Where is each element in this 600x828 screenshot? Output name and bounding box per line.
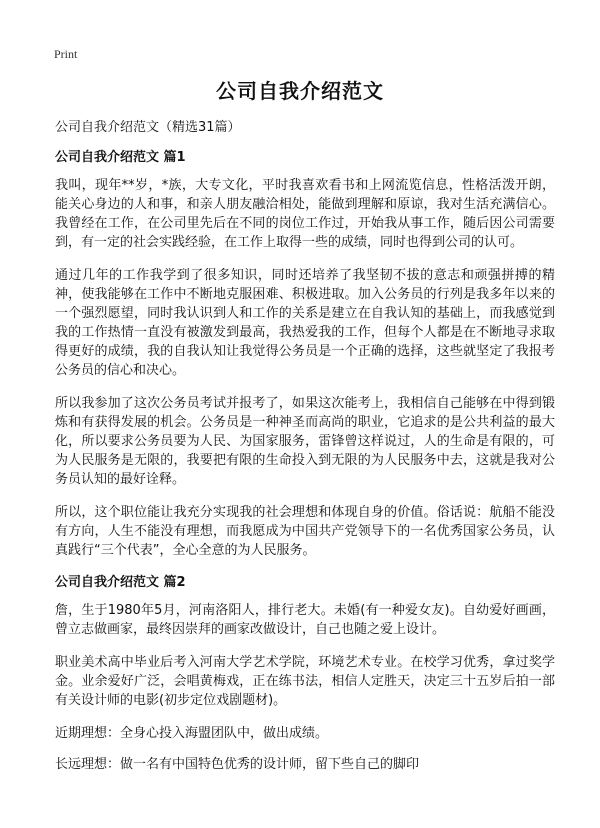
section-heading: 公司自我介绍范文 篇1 (55, 150, 186, 165)
document-subtitle: 公司自我介绍范文（精选31篇） (55, 120, 241, 135)
print-label: Print (54, 47, 78, 61)
paragraph: 詹，生于1980年5月，河南洛阳人，排行老大。未婚(有一种爱女友)。自幼爱好画画，曾立志做画家，最终因崇拜的画家改做设计，自己也随之爱上设计。 (55, 603, 555, 637)
document-body (55, 119, 555, 786)
paragraph: 所以我参加了这次公务员考试并报考了，如果这次能考上，我相信自己能够在中得到锻炼和有获得发展的机会。公务员是一种神圣而高尚的职业，它追求的是公共利益的最大化，所以要求公务员要为人民、为国家服务，雷锋曾这样说过，人的生命是有限的，可为人民服务是无限的，我要把有限的生命投入到无限的为人民服务中去，这就是我对公务员认知的最好诠释。 (55, 396, 555, 487)
paragraph: 职业美术高中毕业后考入河南大学艺术学院，环境艺术专业。在校学习优秀，拿过奖学金。业余爱好广泛，会唱黄梅戏，正在练书法，相信人定胜天，决定三十五岁后拍一部有关设计师的电影(初步定位戏剧题材)。 (55, 655, 555, 708)
paragraph: 通过几年的工作我学到了很多知识，同时还培养了我坚韧不拔的意志和顽强拼搏的精神，使我能够在工作中不断地克服困难、积极进取。加入公务员的行列是我多年以来的一个强烈愿望，同时我认识到人和工作的关系是建立在自我认知的基础上，而我感觉到我的工作热情一直没有被激发到最高，我热爱我的工作，但每个人都是在不断地寻求取得更好的成绩，我的自我认知让我觉得公务员是一个正确的选择，这些就坚定了我报考公务员的信心和决心。 (55, 268, 555, 378)
paragraph: 所以，这个职位能让我充分实现我的社会理想和体现自身的价值。俗话说：航船不能没有方向，人生不能没有理想，而我愿成为中国共产党领导下的一名优秀国家公务员，认真践行“三个代表”，全心全意的为人民服务。 (55, 505, 555, 558)
paragraph: 我叫，现年**岁，*族，大专文化，平时我喜欢看书和上网流览信息，性格活泼开朗，能关心身边的人和事，和亲人朋友融洽相处，能做到理解和原谅，我对生活充满信心。我曾经在工作，在公司里先后在不同的岗位工作过，开始我从事工作，随后因公司需要到，有一定的社会实践经验，在工作上取得一些的成绩，同时也得到公司的认可。 (55, 178, 555, 250)
section-1 (55, 149, 555, 560)
section-2 (55, 574, 555, 774)
paragraph: 长远理想：做一名有中国特色优秀的设计师，留下些自己的脚印 (55, 757, 420, 772)
section-heading: 公司自我介绍范文 篇2 (55, 575, 186, 590)
paragraph: 近期理想：全身心投入海盟团队中，做出成绩。 (55, 726, 329, 741)
document-title: 公司自我介绍范文 (216, 79, 384, 103)
